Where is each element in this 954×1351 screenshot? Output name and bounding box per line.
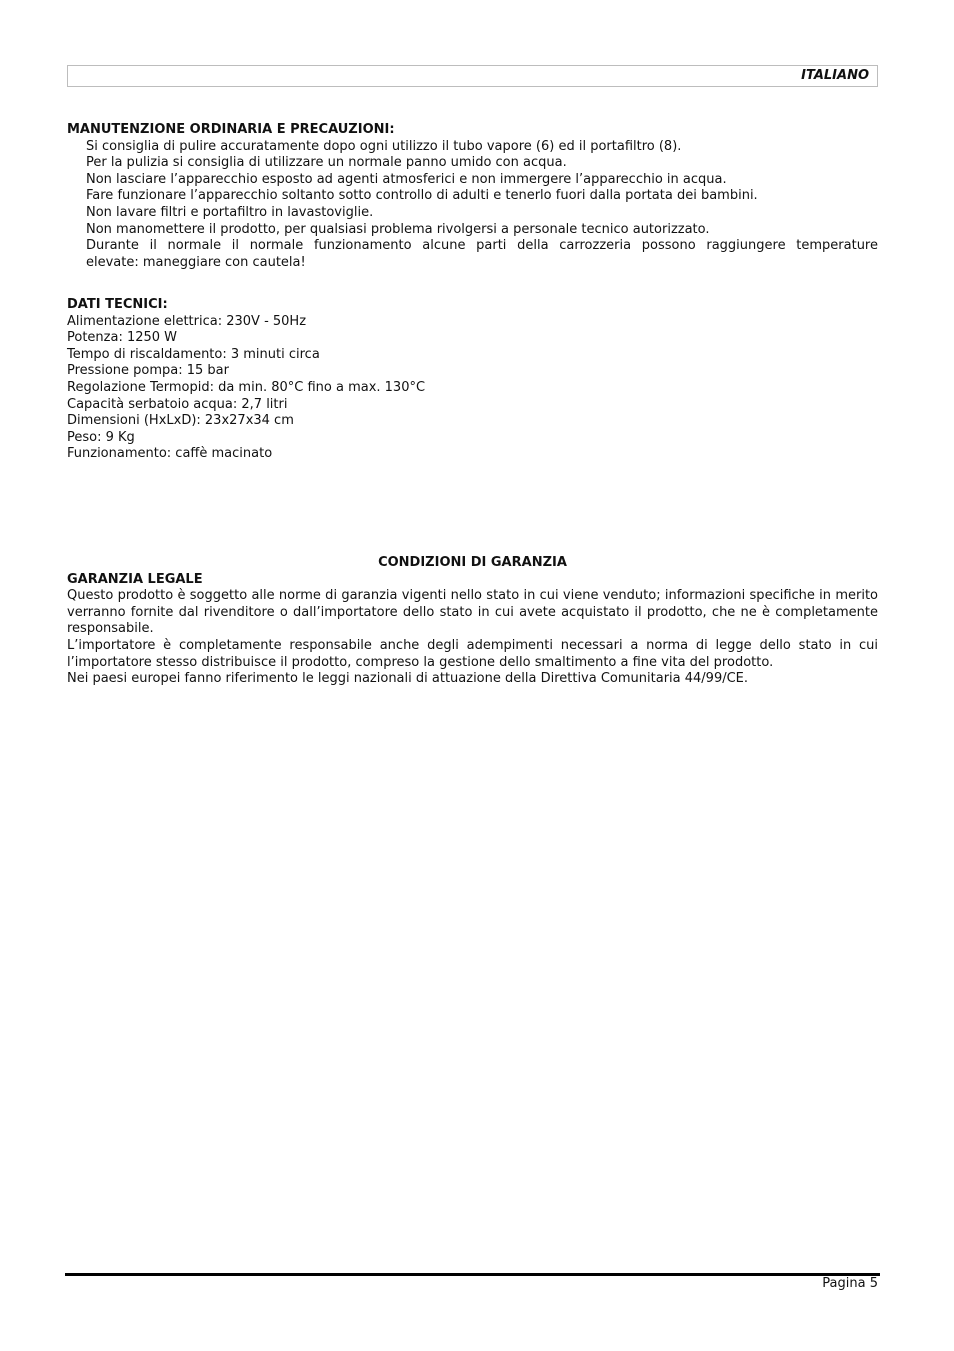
warranty-paragraph: Nei paesi europei fanno riferimento le leggi nazionali di attuazione della Direttiva Comunitaria 44/99/CE. — [67, 671, 749, 687]
warranty-paragraph: Questo prodotto è soggetto alle norme di garanzia vigenti nello stato in cui viene venduto; informazioni specifiche in merito verranno fornite dal rivenditore o dall’importatore dello stato in cui avete acquistato il prodotto, che ne è completamente responsabile. — [67, 588, 878, 637]
maintenance-line: Durante il normale il normale funzionamento alcune parti della carrozzeria possono raggiungere temperature — [86, 238, 878, 254]
page-number: Pagina 5 — [822, 1276, 878, 1291]
spec-line: Funzionamento: caffè macinato — [67, 446, 273, 462]
header-box — [67, 65, 878, 87]
maintenance-line: Si consiglia di pulire accuratamente dopo ogni utilizzo il tubo vapore (6) ed il portafiltro (8). — [86, 138, 682, 154]
warranty-paragraph: L’importatore è completamente responsabile anche degli adempimenti necessari a norma di legge dello stato in cui l’importatore stesso distribuisce il prodotto, compreso la gestione dello smaltimento a fine vita del prodotto. — [67, 637, 878, 670]
maintenance-list — [67, 139, 878, 272]
footer-rule — [65, 1273, 880, 1276]
maintenance-line: elevate: maneggiare con cautela! — [86, 254, 306, 270]
maintenance-line: Non manomettere il prodotto, per qualsiasi problema rivolgersi a personale tecnico autorizzato. — [86, 221, 710, 237]
spec-line: Capacità serbatoio acqua: 2,7 litri — [67, 396, 288, 412]
maintenance-heading: MANUTENZIONE ORDINARIA E PRECAUZIONI: — [67, 122, 395, 137]
spec-line: Potenza: 1250 W — [67, 330, 178, 346]
spec-line: Alimentazione elettrica: 230V - 50Hz — [67, 313, 307, 329]
maintenance-line: Non lasciare l’apparecchio esposto ad agenti atmosferici e non immergere l’apparecchio in acqua. — [86, 171, 727, 187]
spec-line: Regolazione Termopid: da min. 80°C fino a max. 130°C — [67, 379, 426, 395]
warranty-section — [67, 555, 878, 688]
technical-heading: DATI TECNICI: — [67, 297, 168, 312]
warranty-subheading: GARANZIA LEGALE — [67, 571, 203, 587]
spec-line: Peso: 9 Kg — [67, 429, 135, 445]
warranty-title: CONDIZIONI DI GARANZIA — [378, 555, 567, 570]
maintenance-line: Per la pulizia si consiglia di utilizzare un normale panno umido con acqua. — [86, 155, 567, 171]
spec-line: Tempo di riscaldamento: 3 minuti circa — [67, 346, 320, 362]
technical-section — [67, 297, 878, 463]
language-label: ITALIANO — [801, 68, 869, 83]
maintenance-section — [67, 122, 878, 271]
maintenance-line: Non lavare filtri e portafiltro in lavastoviglie. — [86, 204, 374, 220]
spec-line: Pressione pompa: 15 bar — [67, 363, 229, 379]
maintenance-line: Fare funzionare l’apparecchio soltanto sotto controllo di adulti e tenerlo fuori dalla portata dei bambini. — [86, 188, 758, 204]
spec-line: Dimensioni (HxLxD): 23x27x34 cm — [67, 413, 294, 429]
